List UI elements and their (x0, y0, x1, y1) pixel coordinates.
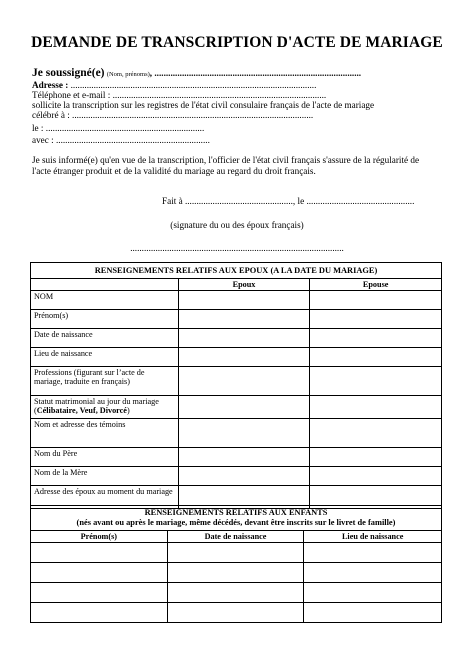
signature-line[interactable]: ............................................................................................. (130, 243, 344, 253)
enfants-title: RENSEIGNEMENTS RELATIFS AUX ENFANTS (144, 508, 328, 517)
enfant-1-lieu[interactable] (304, 543, 442, 563)
soussigne-line[interactable] (32, 68, 361, 80)
mere-epouse-field[interactable] (310, 467, 442, 486)
enfant-4-lieu[interactable] (304, 603, 442, 623)
lieu-naissance-epouse-field[interactable] (310, 348, 442, 367)
enfant-4-date[interactable] (167, 603, 304, 623)
professions-epoux-field[interactable] (178, 367, 310, 396)
row-lieu-naissance: Lieu de naissance (31, 348, 179, 367)
informed-text-2: l'acte étranger produit et de la validité du mariage au regard du droit français. (32, 166, 316, 176)
telephone-line[interactable]: Téléphone et e-mail : ............................................................................................. (32, 90, 327, 100)
pere-epouse-field[interactable] (310, 448, 442, 467)
prenoms-epouse-field[interactable] (310, 310, 442, 329)
row-mere: Nom de la Mère (31, 467, 179, 486)
lieu-naissance-epoux-field[interactable] (178, 348, 310, 367)
statut-epouse-field[interactable] (310, 396, 442, 419)
soussigne-label: Je soussigné(e) (32, 67, 105, 79)
nom-epouse-field[interactable] (310, 291, 442, 310)
row-professions: Professions (figurant sur l’acte de mariage, traduite en français) (31, 367, 179, 396)
enfant-1-prenoms[interactable] (31, 543, 168, 563)
date-naissance-epouse-field[interactable] (310, 329, 442, 348)
pere-epoux-field[interactable] (178, 448, 310, 467)
enfant-3-date[interactable] (167, 583, 304, 603)
celebre-line[interactable]: célébré à : ......................................................................................................... (32, 110, 314, 120)
nom-epoux-field[interactable] (178, 291, 310, 310)
row-pere: Nom du Père (31, 448, 179, 467)
row-nom: NOM (31, 291, 179, 310)
enfant-3-prenoms[interactable] (31, 583, 168, 603)
epoux-table (30, 262, 442, 509)
enfant-4-prenoms[interactable] (31, 603, 168, 623)
page-title: DEMANDE DE TRANSCRIPTION D'ACTE DE MARIAGE (31, 34, 443, 51)
enfant-2-lieu[interactable] (304, 563, 442, 583)
epoux-table-title: RENSEIGNEMENTS RELATIFS AUX EPOUX (A LA DATE DU MARIAGE) (31, 263, 442, 279)
adresse-line[interactable] (32, 80, 316, 90)
statut-epoux-field[interactable] (178, 396, 310, 419)
enfants-table (30, 505, 442, 623)
prenoms-epoux-field[interactable] (178, 310, 310, 329)
informed-text-1: Je suis informé(e) qu'en vue de la transcription, l'officier de l'état civil français s'assure de la régularité de (32, 155, 420, 165)
col-date-naissance: Date de naissance (167, 531, 304, 543)
temoins-epouse-field[interactable] (310, 419, 442, 448)
adresse-label: Adresse : (32, 80, 69, 90)
enfant-3-lieu[interactable] (304, 583, 442, 603)
row-adresse-epoux: Adresse des époux au moment du mariage (31, 486, 179, 509)
col-epouse: Epouse (310, 279, 442, 291)
row-prenoms: Prénom(s) (31, 310, 179, 329)
col-epoux: Epoux (178, 279, 310, 291)
date-naissance-epoux-field[interactable] (178, 329, 310, 348)
statut-options: Célibataire, Veuf, Divorcé (36, 406, 127, 415)
row-date-naissance: Date de naissance (31, 329, 179, 348)
enfant-2-prenoms[interactable] (31, 563, 168, 583)
row-temoins: Nom et adresse des témoins (31, 419, 179, 448)
enfants-subtitle: (nés avant ou après le mariage, même décédés, devant être inscrits sur le livret de famille) (76, 518, 396, 527)
avec-line[interactable]: avec : ................................................................... (32, 135, 210, 145)
enfant-2-date[interactable] (167, 563, 304, 583)
sollicite-text: sollicite la transcription sur les registres de l'état civil consulaire français de l'acte de mariage (32, 100, 375, 110)
enfant-1-date[interactable] (167, 543, 304, 563)
professions-epouse-field[interactable] (310, 367, 442, 396)
mere-epoux-field[interactable] (178, 467, 310, 486)
temoins-epoux-field[interactable] (178, 419, 310, 448)
signature-label: (signature du ou des époux français) (170, 220, 304, 230)
date-line[interactable]: le : ..................................................................... (32, 123, 205, 133)
statut-text-1: Statut matrimonial au jour du mariage ( (34, 397, 159, 415)
enfants-table-title (31, 506, 442, 531)
statut-text-2: ) (126, 406, 130, 415)
soussigne-dots: , .......................................................................................... (149, 68, 362, 78)
col-prenoms: Prénom(s) (31, 531, 168, 543)
adresse-dots: ........................................................................................................... (68, 80, 317, 90)
row-statut (31, 396, 179, 419)
fait-a-line[interactable]: Fait à ..............................................., le ............................................... (162, 196, 415, 206)
nom-prenoms-hint: (Nom, prénoms) (106, 71, 150, 78)
col-lieu-naissance: Lieu de naissance (304, 531, 442, 543)
